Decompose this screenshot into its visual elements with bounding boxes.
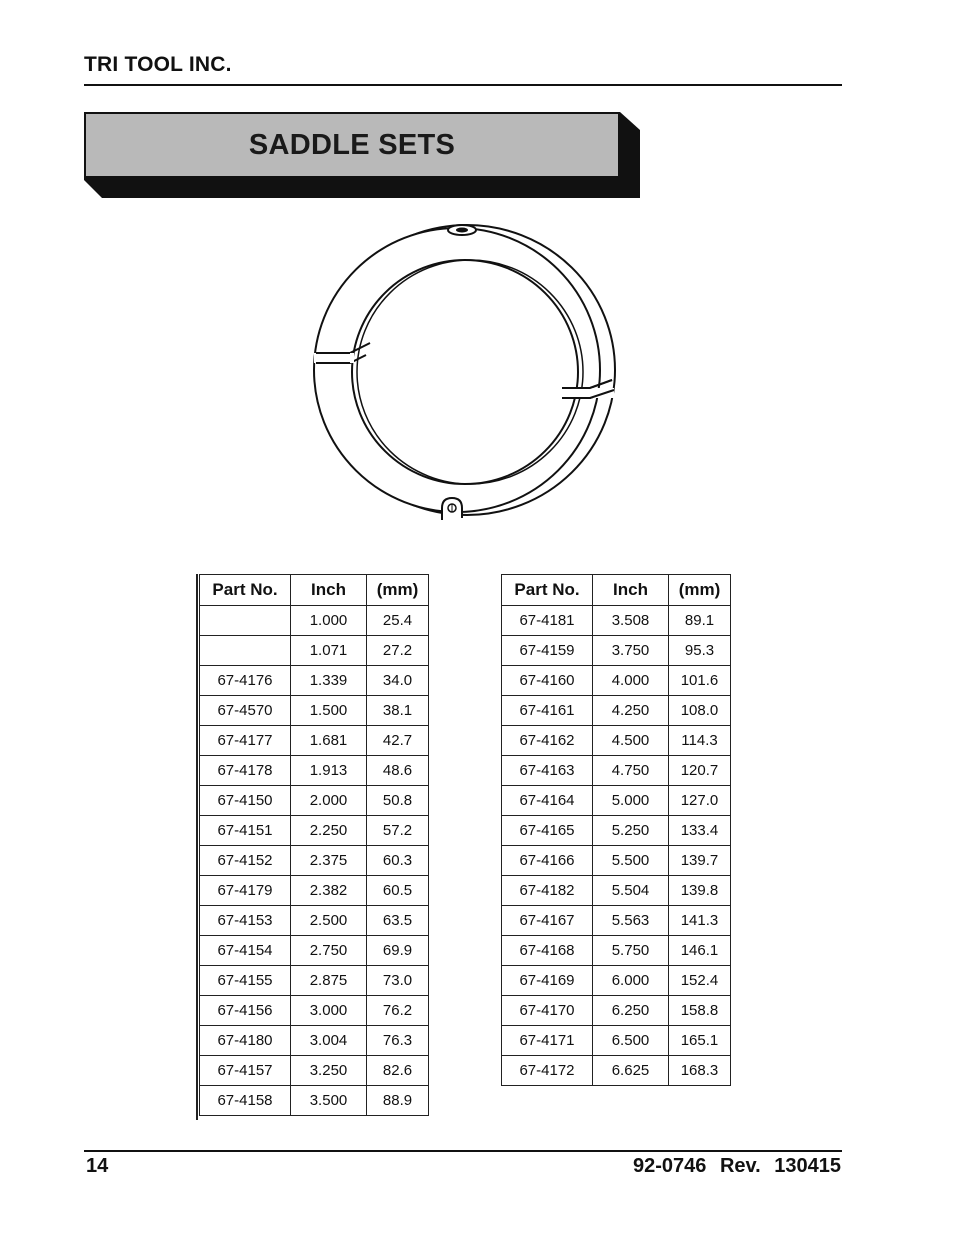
cell-part-no: 67-4169: [502, 966, 593, 996]
cell-inch: 2.500: [291, 906, 367, 936]
cell-part-no: 67-4155: [200, 966, 291, 996]
cell-inch: 5.504: [593, 876, 669, 906]
cell-part-no: 67-4171: [502, 1026, 593, 1056]
cell-part-no: 67-4156: [200, 996, 291, 1026]
cell-part-no: 67-4161: [502, 696, 593, 726]
cell-mm: 60.5: [367, 876, 429, 906]
cell-inch: 1.913: [291, 756, 367, 786]
table-row: [200, 1086, 429, 1116]
table-row: [502, 906, 731, 936]
cell-inch: 6.250: [593, 996, 669, 1026]
cell-inch: 2.250: [291, 816, 367, 846]
table-row: [200, 936, 429, 966]
revision-label: Rev. 130415: [719, 1155, 841, 1177]
cell-part-no: 67-4157: [200, 1056, 291, 1086]
cell-part-no: 67-4180: [200, 1026, 291, 1056]
cell-inch: 3.500: [291, 1086, 367, 1116]
table-margin-rule: [196, 574, 198, 1120]
doc-number: 92-0746: [632, 1155, 707, 1177]
cell-inch: 4.250: [593, 696, 669, 726]
table-row: [200, 786, 429, 816]
cell-mm: 73.0: [367, 966, 429, 996]
table-row: [502, 696, 731, 726]
document-revision: [633, 1155, 841, 1178]
column-header-inch: Inch: [291, 575, 367, 606]
cell-mm: 89.1: [669, 606, 731, 636]
saddle-table-left: [199, 574, 429, 1116]
cell-part-no: 67-4181: [502, 606, 593, 636]
cell-part-no: 67-4158: [200, 1086, 291, 1116]
cell-inch: 3.250: [291, 1056, 367, 1086]
table-row: [502, 786, 731, 816]
cell-inch: 3.000: [291, 996, 367, 1026]
banner-box: [84, 112, 620, 178]
cell-part-no: 67-4163: [502, 756, 593, 786]
cell-part-no: 67-4176: [200, 666, 291, 696]
cell-part-no: [200, 636, 291, 666]
table-row: [502, 966, 731, 996]
cell-mm: 114.3: [669, 726, 731, 756]
cell-mm: 48.6: [367, 756, 429, 786]
cell-mm: 38.1: [367, 696, 429, 726]
table-row: [200, 996, 429, 1026]
cell-inch: 2.875: [291, 966, 367, 996]
cell-inch: 1.071: [291, 636, 367, 666]
table-row: [502, 996, 731, 1026]
cell-mm: 27.2: [367, 636, 429, 666]
cell-part-no: 67-4170: [502, 996, 593, 1026]
cell-part-no: 67-4167: [502, 906, 593, 936]
cell-inch: 2.382: [291, 876, 367, 906]
cell-inch: 6.625: [593, 1056, 669, 1086]
cell-inch: 1.500: [291, 696, 367, 726]
saddle-ring-icon: [300, 212, 630, 530]
cell-part-no: 67-4151: [200, 816, 291, 846]
cell-inch: 5.250: [593, 816, 669, 846]
table-row: [502, 936, 731, 966]
cell-part-no: 67-4178: [200, 756, 291, 786]
column-header-part-no: Part No.: [502, 575, 593, 606]
cell-inch: 5.500: [593, 846, 669, 876]
table-row: [502, 756, 731, 786]
cell-mm: 133.4: [669, 816, 731, 846]
cell-mm: 108.0: [669, 696, 731, 726]
cell-inch: 3.508: [593, 606, 669, 636]
cell-part-no: 67-4177: [200, 726, 291, 756]
cell-inch: 5.000: [593, 786, 669, 816]
cell-mm: 95.3: [669, 636, 731, 666]
footer-rule: [84, 1150, 842, 1152]
table-row: [200, 726, 429, 756]
table-row: [502, 846, 731, 876]
table-row: [502, 636, 731, 666]
cell-mm: 69.9: [367, 936, 429, 966]
table-row: [200, 906, 429, 936]
table-row: [200, 1026, 429, 1056]
table-header-row: [200, 575, 429, 606]
section-title: SADDLE SETS: [248, 128, 456, 161]
cell-part-no: 67-4182: [502, 876, 593, 906]
cell-mm: 139.7: [669, 846, 731, 876]
table-row: [200, 666, 429, 696]
saddle-table-right: [501, 574, 731, 1086]
cell-mm: 60.3: [367, 846, 429, 876]
table-row: [502, 1026, 731, 1056]
cell-part-no: 67-4154: [200, 936, 291, 966]
company-name: TRI TOOL INC.: [84, 53, 232, 76]
cell-inch: 3.750: [593, 636, 669, 666]
table-header-row: [502, 575, 731, 606]
cell-inch: 3.004: [291, 1026, 367, 1056]
table-row: [200, 606, 429, 636]
cell-part-no: 67-4172: [502, 1056, 593, 1086]
table-row: [200, 756, 429, 786]
cell-part-no: 67-4160: [502, 666, 593, 696]
table-row: [502, 1056, 731, 1086]
cell-mm: 146.1: [669, 936, 731, 966]
table-row: [200, 1056, 429, 1086]
cell-part-no: 67-4152: [200, 846, 291, 876]
cell-inch: 1.339: [291, 666, 367, 696]
cell-inch: 6.500: [593, 1026, 669, 1056]
cell-mm: 141.3: [669, 906, 731, 936]
cell-part-no: 67-4168: [502, 936, 593, 966]
cell-part-no: 67-4166: [502, 846, 593, 876]
cell-part-no: 67-4570: [200, 696, 291, 726]
table-row: [502, 666, 731, 696]
cell-mm: 57.2: [367, 816, 429, 846]
header-rule: [84, 84, 842, 86]
cell-inch: 5.563: [593, 906, 669, 936]
table-row: [200, 876, 429, 906]
table-row: [200, 636, 429, 666]
cell-inch: 4.500: [593, 726, 669, 756]
cell-part-no: 67-4179: [200, 876, 291, 906]
cell-mm: 120.7: [669, 756, 731, 786]
cell-mm: 152.4: [669, 966, 731, 996]
cell-mm: 25.4: [367, 606, 429, 636]
column-header-mm: (mm): [669, 575, 731, 606]
cell-mm: 82.6: [367, 1056, 429, 1086]
cell-inch: 2.375: [291, 846, 367, 876]
cell-inch: 1.000: [291, 606, 367, 636]
table-row: [200, 816, 429, 846]
cell-mm: 63.5: [367, 906, 429, 936]
table-row: [502, 876, 731, 906]
cell-mm: 101.6: [669, 666, 731, 696]
cell-inch: 4.750: [593, 756, 669, 786]
cell-part-no: 67-4165: [502, 816, 593, 846]
column-header-mm: (mm): [367, 575, 429, 606]
cell-inch: 5.750: [593, 936, 669, 966]
page-number: 14: [86, 1155, 109, 1177]
cell-inch: 6.000: [593, 966, 669, 996]
cell-mm: 139.8: [669, 876, 731, 906]
cell-mm: 88.9: [367, 1086, 429, 1116]
cell-inch: 4.000: [593, 666, 669, 696]
cell-mm: 168.3: [669, 1056, 731, 1086]
cell-part-no: 67-4164: [502, 786, 593, 816]
cell-mm: 34.0: [367, 666, 429, 696]
cell-part-no: 67-4150: [200, 786, 291, 816]
table-row: [502, 726, 731, 756]
cell-part-no: 67-4162: [502, 726, 593, 756]
cell-mm: 76.2: [367, 996, 429, 1026]
cell-mm: 50.8: [367, 786, 429, 816]
cell-mm: 158.8: [669, 996, 731, 1026]
table-row: [200, 846, 429, 876]
table-row: [502, 816, 731, 846]
cell-inch: 2.000: [291, 786, 367, 816]
column-header-part-no: Part No.: [200, 575, 291, 606]
cell-inch: 1.681: [291, 726, 367, 756]
cell-part-no: [200, 606, 291, 636]
table-row: [200, 696, 429, 726]
table-row: [502, 606, 731, 636]
section-banner: [84, 112, 640, 198]
cell-mm: 42.7: [367, 726, 429, 756]
table-row: [200, 966, 429, 996]
cell-part-no: 67-4159: [502, 636, 593, 666]
cell-mm: 165.1: [669, 1026, 731, 1056]
column-header-inch: Inch: [593, 575, 669, 606]
cell-inch: 2.750: [291, 936, 367, 966]
cell-mm: 127.0: [669, 786, 731, 816]
cell-part-no: 67-4153: [200, 906, 291, 936]
cell-mm: 76.3: [367, 1026, 429, 1056]
